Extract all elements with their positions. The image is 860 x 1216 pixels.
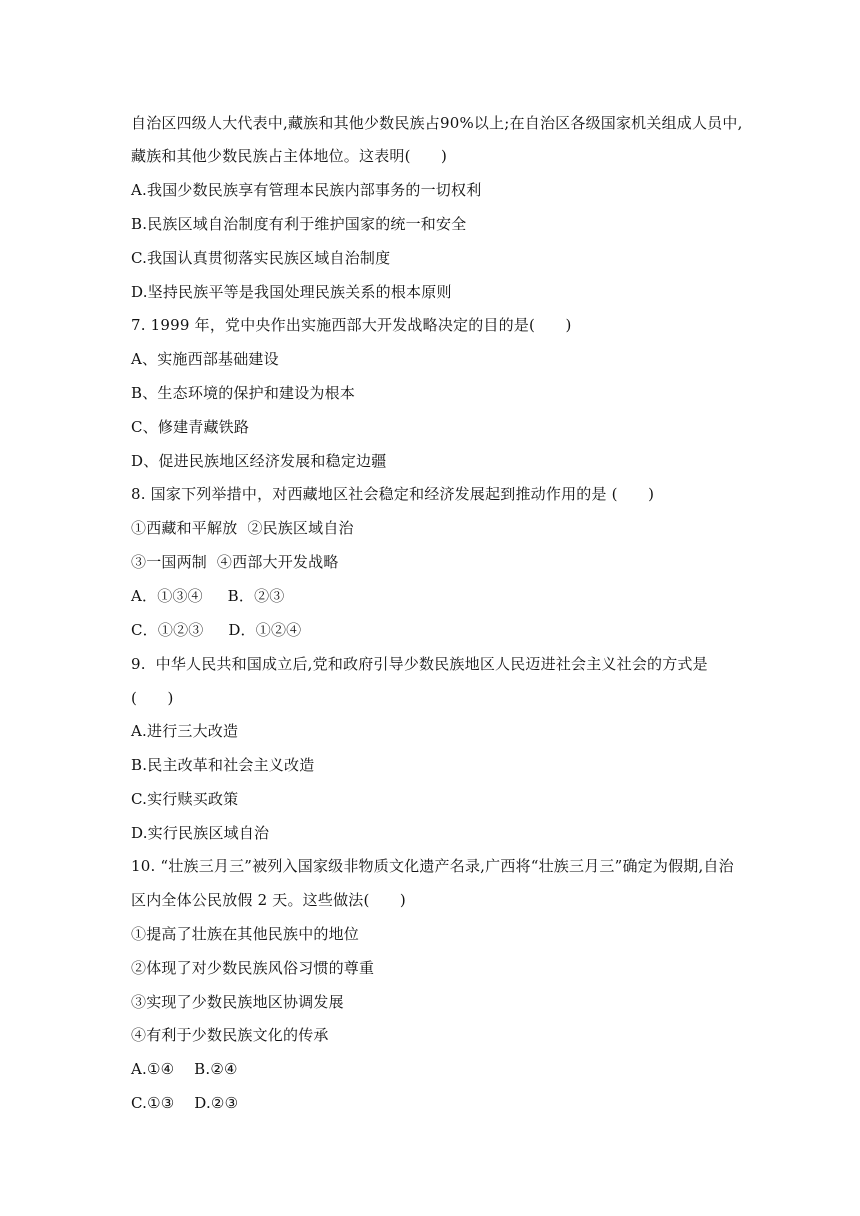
q8-stem: 8. 国家下列举措中，对西藏地区社会稳定和经济发展起到推动作用的是 ( )	[131, 485, 655, 503]
q6-option-d: D.坚持民族平等是我国处理民族关系的根本原则	[131, 283, 452, 301]
q9-stem-line-1: 9. 中华人民共和国成立后,党和政府引导少数民族地区人民迈进社会主义社会的方式是	[131, 655, 708, 673]
q10-item-4: ④有利于少数民族文化的传承	[131, 1026, 329, 1044]
q8-items-1-2: ①西藏和平解放 ②民族区域自治	[131, 519, 354, 537]
q10-stem-line-2: 区内全体公民放假 2 天。这些做法( )	[131, 891, 406, 909]
q10-item-3: ③实现了少数民族地区协调发展	[131, 993, 344, 1011]
q8-options-cd: C．①②③ D．①②④	[131, 621, 302, 639]
q9-option-a: A.进行三大改造	[131, 722, 239, 740]
q9-option-d: D.实行民族区域自治	[131, 824, 270, 842]
q8-items-3-4: ③一国两制 ④西部大开发战略	[131, 553, 339, 571]
q9-stem-line-2: ( )	[131, 689, 174, 707]
q10-options-cd: C.①③ D.②③	[131, 1094, 239, 1112]
q7-stem: 7. 1999 年，党中央作出实施西部大开发战略决定的目的是( )	[131, 316, 572, 334]
q7-option-a: A、实施西部基础建设	[131, 350, 279, 368]
q7-option-b: B、生态环境的保护和建设为根本	[131, 384, 356, 402]
q10-options-ab: A.①④ B.②④	[131, 1060, 238, 1078]
q9-option-c: C.实行赎买政策	[131, 790, 239, 808]
q6-option-c: C.我国认真贯彻落实民族区域自治制度	[131, 249, 391, 267]
q10-item-2: ②体现了对少数民族风俗习惯的尊重	[131, 959, 375, 977]
q6-option-b: B.民族区域自治制度有利于维护国家的统一和安全	[131, 215, 467, 233]
q6-option-a: A.我国少数民族享有管理本民族内部事务的一切权利	[131, 181, 482, 199]
q10-item-1: ①提高了壮族在其他民族中的地位	[131, 925, 360, 943]
q6-stem-line-2: 藏族和其他少数民族占主体地位。这表明( )	[131, 147, 448, 165]
q7-option-d: D、促进民族地区经济发展和稳定边疆	[131, 452, 387, 470]
q10-stem-line-1: 10. “壮族三月三”被列入国家级非物质文化遗产名录,广西将“壮族三月三”确定为假期,自治	[131, 857, 734, 875]
q7-option-c: C、修建青藏铁路	[131, 418, 250, 436]
q9-option-b: B.民主改革和社会主义改造	[131, 756, 315, 774]
q8-options-ab: A．①③④ B．②③	[131, 587, 285, 605]
q6-stem-line-1: 自治区四级人大代表中,藏族和其他少数民族占90%以上;在自治区各级国家机关组成人员中,	[131, 114, 743, 132]
